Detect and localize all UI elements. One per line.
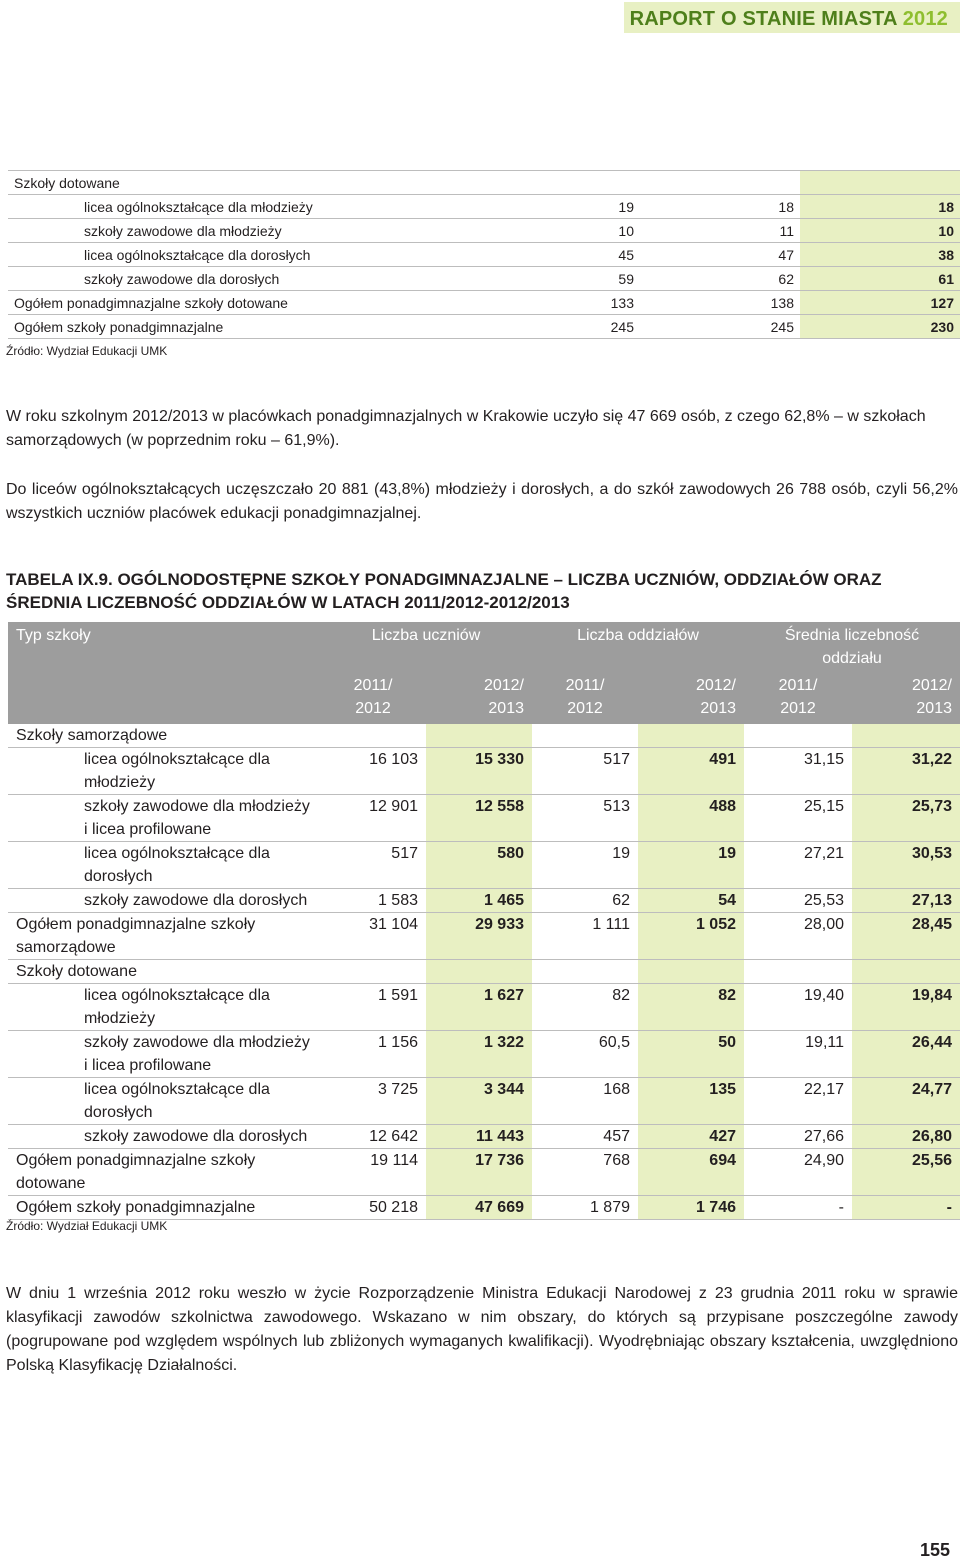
cell-value: 18 (640, 195, 800, 219)
cell-value: 1 322 (426, 1031, 532, 1078)
cell-value (640, 171, 800, 195)
table-row (8, 748, 960, 795)
cell-value: 1 879 (532, 1196, 638, 1220)
source-note: Źródło: Wydział Edukacji UMK (6, 1219, 168, 1233)
page-header-band (624, 2, 960, 33)
cell-value: 230 (800, 315, 960, 339)
cell-value: 61 (800, 267, 960, 291)
col-header-students: Liczba uczniów (320, 622, 532, 670)
cell-value: 10 (482, 219, 640, 243)
cell-value: 488 (638, 795, 744, 842)
cell-value: - (744, 1196, 852, 1220)
cell-value: 27,13 (852, 889, 960, 913)
row-label: licea ogólnokształcące dla dorosłych (8, 842, 320, 889)
table-row (8, 842, 960, 889)
row-label: Ogółem ponadgimnazjalne szkoły dotowane (8, 291, 482, 315)
cell-value: 768 (532, 1149, 638, 1196)
cell-value: 24,90 (744, 1149, 852, 1196)
cell-value: 133 (482, 291, 640, 315)
row-label: szkoły zawodowe dla dorosłych (8, 267, 482, 291)
year-header: 2012/ 2013 (426, 670, 532, 724)
row-label: szkoły zawodowe dla młodzieży i licea profilowane (8, 1031, 320, 1078)
cell-value: 580 (426, 842, 532, 889)
table-row (8, 243, 960, 267)
year-header: 2011/ 2012 (744, 670, 852, 724)
cell-value: 18 (800, 195, 960, 219)
empty-cell (852, 960, 960, 984)
table-row (8, 291, 960, 315)
table-row (8, 1196, 960, 1220)
cell-value: 62 (640, 267, 800, 291)
table-row (8, 1125, 960, 1149)
empty-cell (638, 960, 744, 984)
cell-value: 694 (638, 1149, 744, 1196)
cell-value: 1 465 (426, 889, 532, 913)
cell-value: 3 725 (320, 1078, 426, 1125)
cell-value: 12 558 (426, 795, 532, 842)
cell-value: 27,21 (744, 842, 852, 889)
row-label: licea ogólnokształcące dla młodzieży (8, 984, 320, 1031)
cell-value: 45 (482, 243, 640, 267)
year-header: 2012/ 2013 (852, 670, 960, 724)
cell-value: 513 (532, 795, 638, 842)
source-note: Źródło: Wydział Edukacji UMK (6, 344, 168, 358)
year-header: 2011/ 2012 (532, 670, 638, 724)
table-row (8, 1149, 960, 1196)
col-header-classes: Liczba oddziałów (532, 622, 744, 670)
cell-value: 245 (482, 315, 640, 339)
cell-value: 19 (638, 842, 744, 889)
empty-cell (852, 724, 960, 748)
cell-value: 1 052 (638, 913, 744, 960)
row-label: Ogółem szkoły ponadgimnazjalne (8, 1196, 320, 1220)
cell-value: 1 627 (426, 984, 532, 1031)
cell-value: 31,15 (744, 748, 852, 795)
cell-value: 1 583 (320, 889, 426, 913)
section-row (8, 724, 960, 748)
cell-value: 12 642 (320, 1125, 426, 1149)
row-label: Szkoły dotowane (8, 171, 482, 195)
cell-value: 127 (800, 291, 960, 315)
cell-value: 1 746 (638, 1196, 744, 1220)
cell-value (482, 171, 640, 195)
cell-value: 60,5 (532, 1031, 638, 1078)
row-label: szkoły zawodowe dla młodzieży (8, 219, 482, 243)
cell-value: - (852, 1196, 960, 1220)
table-row (8, 984, 960, 1031)
table-row (8, 1031, 960, 1078)
row-label: licea ogólnokształcące dla dorosłych (8, 243, 482, 267)
cell-value: 25,53 (744, 889, 852, 913)
empty-cell (426, 960, 532, 984)
cell-value: 25,73 (852, 795, 960, 842)
cell-value: 19,84 (852, 984, 960, 1031)
header-spacer (8, 670, 320, 724)
table-row (8, 795, 960, 842)
cell-value: 3 344 (426, 1078, 532, 1125)
empty-cell (320, 960, 426, 984)
cell-value: 22,17 (744, 1078, 852, 1125)
table-row (8, 219, 960, 243)
cell-value: 12 901 (320, 795, 426, 842)
cell-value: 27,66 (744, 1125, 852, 1149)
section-label: Szkoły dotowane (8, 960, 320, 984)
empty-cell (638, 724, 744, 748)
cell-value: 19 (532, 842, 638, 889)
report-title-main: RAPORT O STANIE MIASTA (629, 8, 897, 30)
cell-value: 457 (532, 1125, 638, 1149)
table-row (8, 267, 960, 291)
row-label: licea ogólnokształcące dla młodzieży (8, 195, 482, 219)
cell-value: 25,56 (852, 1149, 960, 1196)
row-label: licea ogólnokształcące dla dorosłych (8, 1078, 320, 1125)
cell-value: 16 103 (320, 748, 426, 795)
cell-value: 24,77 (852, 1078, 960, 1125)
cell-value (800, 171, 960, 195)
empty-cell (744, 960, 852, 984)
cell-value: 54 (638, 889, 744, 913)
row-label: Ogółem ponadgimnazjalne szkoły samorządowe (8, 913, 320, 960)
table-row (8, 913, 960, 960)
section-row (8, 960, 960, 984)
empty-cell (426, 724, 532, 748)
cell-value: 1 591 (320, 984, 426, 1031)
cell-value: 135 (638, 1078, 744, 1125)
cell-value: 1 156 (320, 1031, 426, 1078)
report-title-year: 2012 (902, 8, 948, 30)
cell-value: 245 (640, 315, 800, 339)
empty-cell (532, 960, 638, 984)
cell-value: 168 (532, 1078, 638, 1125)
cell-value: 47 669 (426, 1196, 532, 1220)
top-table (8, 170, 960, 339)
cell-value: 25,15 (744, 795, 852, 842)
empty-cell (320, 724, 426, 748)
cell-value: 28,45 (852, 913, 960, 960)
cell-value: 427 (638, 1125, 744, 1149)
row-label: licea ogólnokształcące dla młodzieży (8, 748, 320, 795)
cell-value: 15 330 (426, 748, 532, 795)
table-title: TABELA IX.9. OGÓLNODOSTĘPNE SZKOŁY PONADGIMNAZJALNE – LICZBA UCZNIÓW, ODDZIAŁÓW ORAZ ŚREDNIA LICZEBNOŚĆ ODDZIAŁÓW W LATACH 2011/2012-2012/2013 (6, 570, 882, 612)
report-title (630, 8, 948, 31)
cell-value: 517 (532, 748, 638, 795)
row-label: szkoły zawodowe dla dorosłych (8, 889, 320, 913)
cell-value: 19,40 (744, 984, 852, 1031)
cell-value: 50 (638, 1031, 744, 1078)
cell-value: 50 218 (320, 1196, 426, 1220)
paragraph-3: W dniu 1 września 2012 roku weszło w życie Rozporządzenie Ministra Edukacji Narodowej z 23 grudnia 2011 roku w sprawie klasyfikacji zawodów szkolnictwa zawodowego. Wskazano w nim obszary, do których są przypisane poszczególne zawody (pogrupowane pod względem wspólnych lub zbliżonych wymaganych kwalifikacji). Wyodrębniając obszary kształcenia, uwzględniono Polską Klasyfikację Działalności. (6, 1285, 958, 1374)
cell-value: 19 114 (320, 1149, 426, 1196)
col-header-type: Typ szkoły (8, 622, 320, 670)
cell-value: 10 (800, 219, 960, 243)
cell-value: 19,11 (744, 1031, 852, 1078)
cell-value: 19 (482, 195, 640, 219)
cell-value: 30,53 (852, 842, 960, 889)
row-label: szkoły zawodowe dla młodzieży i licea profilowane (8, 795, 320, 842)
table-row (8, 889, 960, 913)
cell-value: 11 443 (426, 1125, 532, 1149)
empty-cell (744, 724, 852, 748)
cell-value: 82 (638, 984, 744, 1031)
row-label: Ogółem szkoły ponadgimnazjalne (8, 315, 482, 339)
col-header-avg: Średnia liczebność oddziału (744, 622, 960, 670)
cell-value: 26,44 (852, 1031, 960, 1078)
year-header: 2011/ 2012 (320, 670, 426, 724)
cell-value: 28,00 (744, 913, 852, 960)
section-label: Szkoły samorządowe (8, 724, 320, 748)
table-row (8, 195, 960, 219)
cell-value: 59 (482, 267, 640, 291)
cell-value: 47 (640, 243, 800, 267)
cell-value: 17 736 (426, 1149, 532, 1196)
paragraph-1: W roku szkolnym 2012/2013 w placówkach ponadgimnazjalnych w Krakowie uczyło się 47 669 osób, z czego 62,8% – w szkołach samorządowych (w poprzednim roku – 61,9%). (6, 408, 926, 449)
cell-value: 31 104 (320, 913, 426, 960)
table-row (8, 315, 960, 339)
cell-value: 517 (320, 842, 426, 889)
cell-value: 1 111 (532, 913, 638, 960)
cell-value: 29 933 (426, 913, 532, 960)
cell-value: 491 (638, 748, 744, 795)
table-row (8, 1078, 960, 1125)
cell-value: 31,22 (852, 748, 960, 795)
row-label: Ogółem ponadgimnazjalne szkoły dotowane (8, 1149, 320, 1196)
cell-value: 26,80 (852, 1125, 960, 1149)
main-table (8, 622, 960, 1220)
cell-value: 11 (640, 219, 800, 243)
cell-value: 38 (800, 243, 960, 267)
paragraph-2: Do liceów ogólnokształcących uczęszczało 20 881 (43,8%) młodzieży i dorosłych, a do szkół zawodowych 26 788 osób, czyli 56,2% wszystkich uczniów placówek edukacji ponadgimnazjalnej. (6, 481, 958, 522)
table-row (8, 171, 960, 195)
cell-value: 82 (532, 984, 638, 1031)
row-label: szkoły zawodowe dla dorosłych (8, 1125, 320, 1149)
cell-value: 62 (532, 889, 638, 913)
year-header: 2012/ 2013 (638, 670, 744, 724)
cell-value: 138 (640, 291, 800, 315)
empty-cell (532, 724, 638, 748)
page-number: 155 (919, 1540, 950, 1560)
